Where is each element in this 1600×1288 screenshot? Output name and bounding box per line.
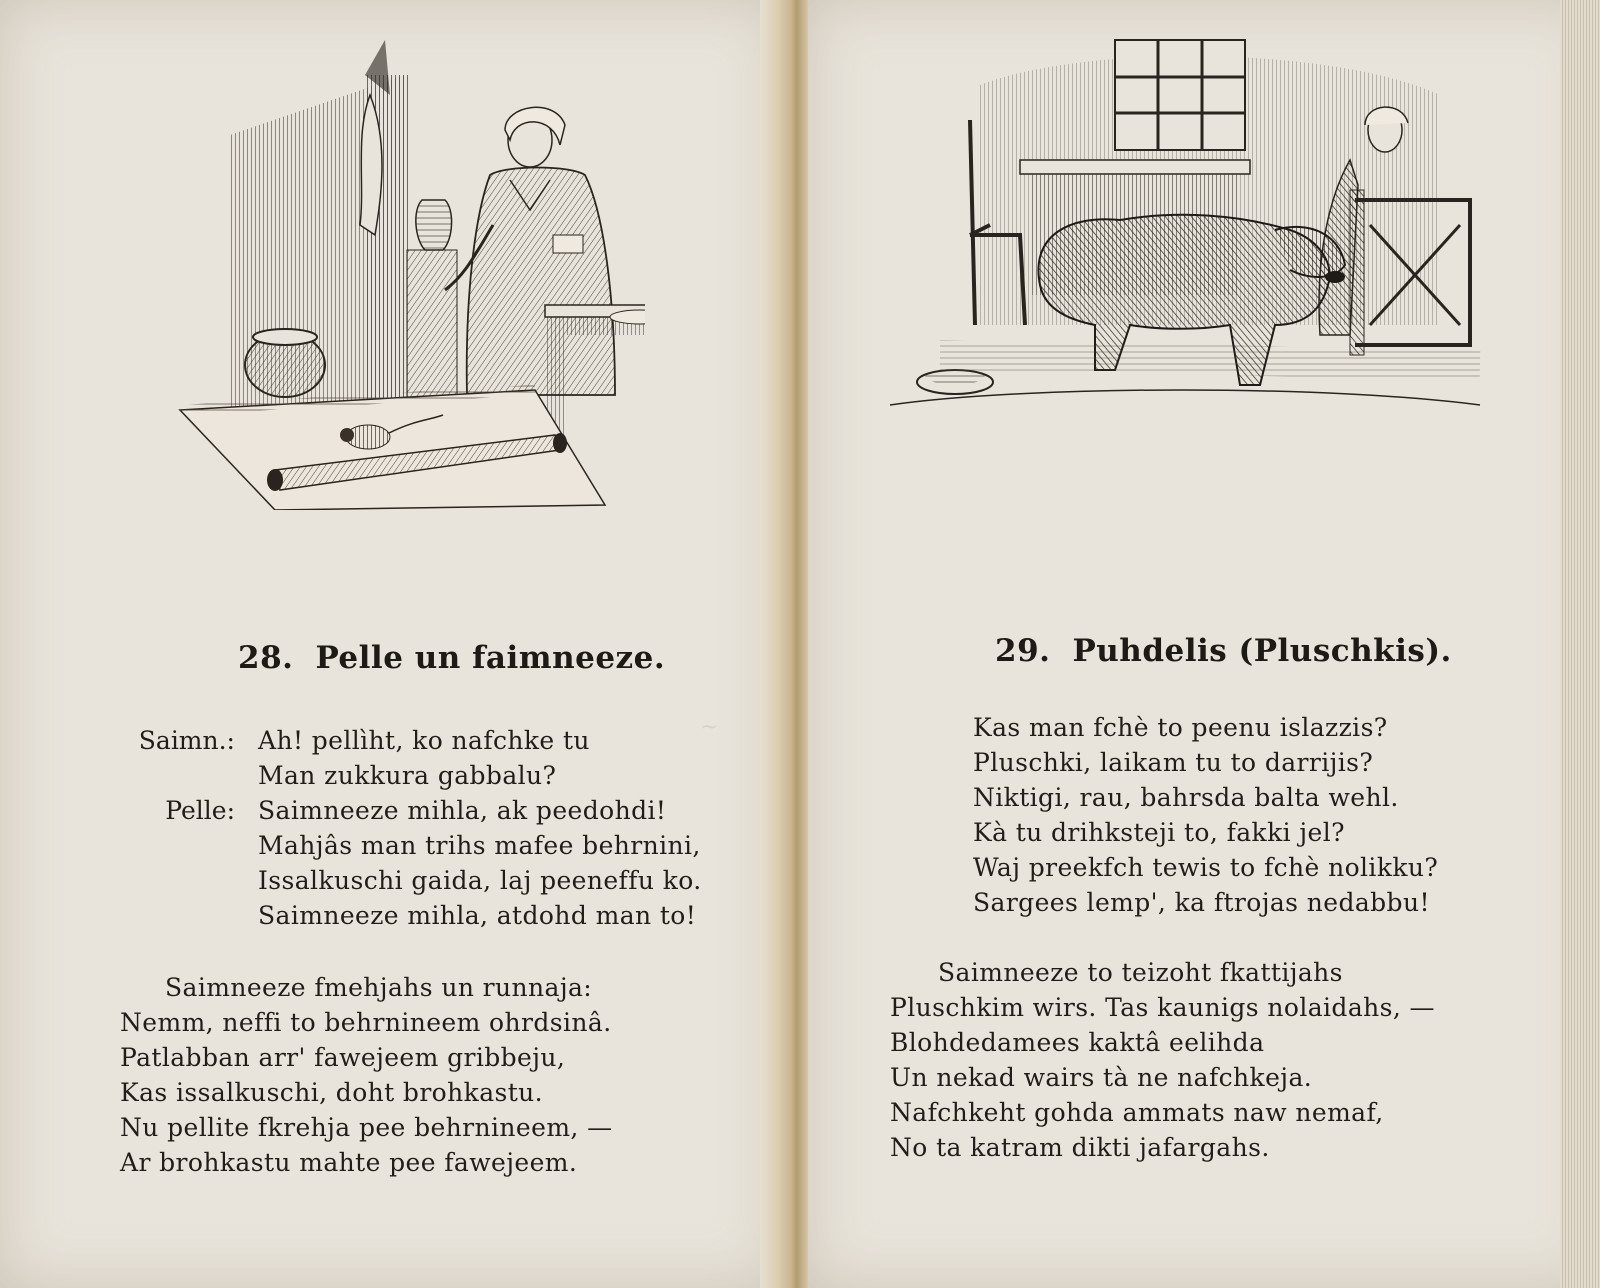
verse-line: Un nekad wairs tà ne nafchkeja.	[890, 1063, 1313, 1092]
verse-line: Kà tu drihksteji to, fakki jel?	[973, 818, 1345, 847]
right-poem-title-text: Puhdelis (Pluschkis).	[1072, 633, 1452, 669]
verse-line: Niktigi, rau, bahrsda balta wehl.	[973, 783, 1399, 812]
left-page-edge	[760, 0, 782, 1288]
verse-line: Ah! pellìht, ko nafchke tu	[258, 726, 590, 755]
verse-line: Blohdedamees kaktâ eelihda	[890, 1028, 1265, 1057]
verse-line: Saimneeze to teizoht fkattijahs	[938, 958, 1343, 987]
right-poem-number: 29.	[995, 633, 1051, 669]
verse-line: Saimneeze mihla, atdohd man to!	[258, 901, 697, 930]
left-poem-number: 28.	[238, 640, 294, 676]
verse-line: Ar brohkastu mahte pee fawejeem.	[120, 1148, 578, 1177]
left-poem-title-text: Pelle un faimneeze.	[315, 640, 666, 676]
engraving-poodle-dog	[880, 25, 1495, 435]
verse-line: Nafchkeht gohda ammats naw nemaf,	[890, 1098, 1384, 1127]
verse-line: Pluschkim wirs. Tas kaunigs nolaidahs, —	[890, 993, 1435, 1022]
verse-line: Man zukkura gabbalu?	[258, 761, 557, 790]
verse-line: No ta katram dikti jafargahs.	[890, 1133, 1270, 1162]
verse-line: Sargees lemp', ka ftrojas nedabbu!	[973, 888, 1430, 917]
verse-line: Nu pellite fkrehja pee behrnineem, —	[120, 1113, 613, 1142]
right-poem-title	[995, 633, 1452, 669]
speaker-label: Pelle:	[165, 796, 235, 825]
engraving-woman-and-mouse	[175, 35, 645, 510]
verse-line: Kas issalkuschi, doht brohkastu.	[120, 1078, 544, 1107]
bleed-through-mark: ~	[700, 715, 719, 740]
verse-line: Patlabban arr' fawejeem gribbeju,	[120, 1043, 566, 1072]
verse-line: Issalkuschi gaida, laj peeneffu ko.	[258, 866, 702, 895]
verse-line: Kas man fchè to peenu islazzis?	[973, 713, 1388, 742]
speaker-label: Saimn.:	[138, 726, 235, 755]
verse-line: Saimneeze mihla, ak peedohdi!	[258, 796, 667, 825]
verse-line: Waj preekfch tewis to fchè nolikku?	[973, 853, 1439, 882]
verse-line: Pluschki, laikam tu to darrijis?	[973, 748, 1374, 777]
verse-line: Saimneeze fmehjahs un runnaja:	[165, 973, 593, 1002]
verse-line: Nemm, neffi to behrnineem ohrdsinâ.	[120, 1008, 612, 1037]
book-gutter	[780, 0, 808, 1288]
verse-line: Mahjâs man trihs mafee behrnini,	[258, 831, 701, 860]
right-page-edges	[1560, 0, 1600, 1288]
left-poem-title	[238, 640, 665, 676]
